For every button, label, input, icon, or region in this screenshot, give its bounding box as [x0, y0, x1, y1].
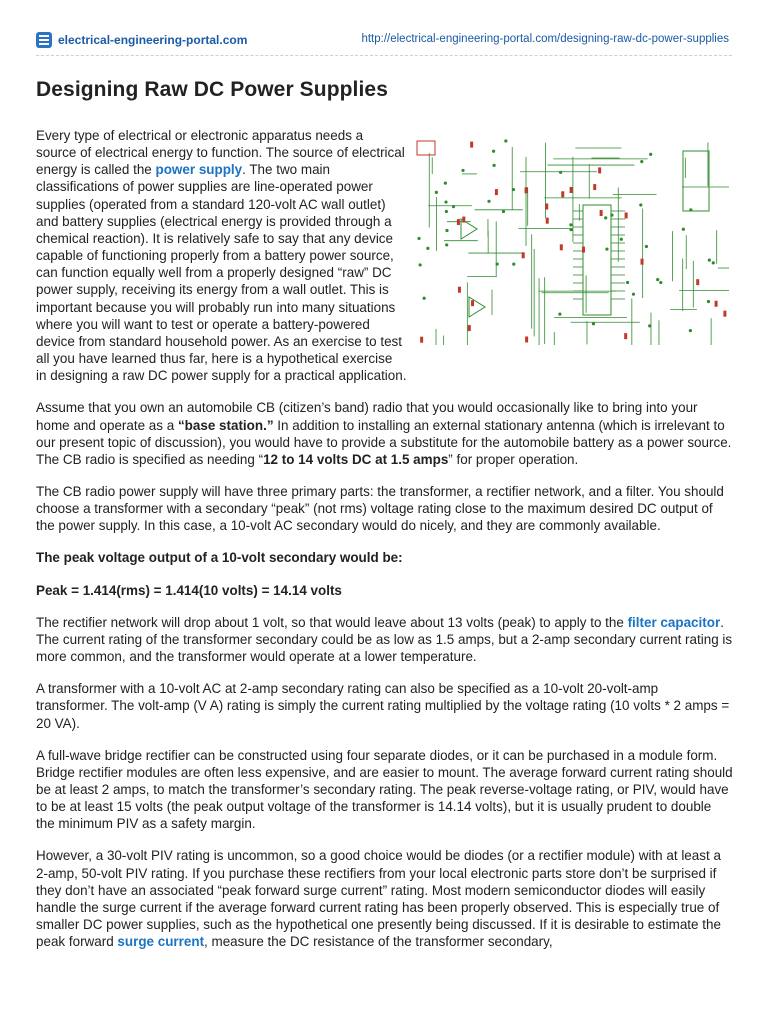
peak-heading: The peak voltage output of a 10-volt secondary would be: [36, 550, 403, 566]
header-divider [36, 55, 732, 56]
schematic-image [413, 135, 733, 349]
page-title: Designing Raw DC Power Supplies [36, 78, 388, 101]
paragraph-cb-radio: Assume that you own an automobile CB (citizen’s band) radio that you would occasionally like to bring into your home and operate as a “base station.” In addition to installing an external stationary antenna (which is irrelevant to our present topic of discussion), you would have to provide a substitute for the automobile battery as a power source. The CB radio is specified as needing “12 to 14 volts DC at 1.5 amps” for proper operation. [36, 400, 732, 467]
list-icon [36, 32, 52, 48]
circuit-schematic-icon [413, 135, 733, 349]
link-power-supply[interactable]: power supply [155, 162, 243, 178]
site-brand[interactable] [36, 32, 247, 48]
paragraph-bridge: A full-wave bridge rectifier can be constructed using four separate diodes, or it can be purchased in a module form. Bridge rectifier modules are often less expensive, and are easier to mount. The average forward current rating should be at least 2 amps, to match the transformer’s secondary rating. The peak reverse-voltage rating, or PIV, would have to be at least 15 volts (the peak output voltage of the transformer is 14.14 volts), but it is usually prudent to double the minimum PIV as a safety margin. [36, 747, 733, 832]
paragraph-piv: However, a 30-volt PIV rating is uncommon, so a good choice would be diodes (or a rectifier module) with at least a 2-amp, 50-volt PIV rating. If you purchase these rectifiers from your local electronic parts store don’t be surprised if they don’t have an associated “peak forward surge current” rating. Most modern semiconductor diodes will easily handle the surge current if the average forward current rating has been properly observed. This is especially true of smaller DC power supplies, such as the hypothetical one presently being discussed. If it is desirable to estimate the peak forward surge current, measure the DC resistance of the transformer secondary, [36, 848, 721, 950]
paragraph-intro: Every type of electrical or electronic apparatus needs a source of electrical energy to function. The source of electrical energy is called the power supply. The two main classifications of power supplies are line-operated power supplies (operated from a standard 120-volt AC wall outlet) and battery supplies (electrical energy is provided through a chemical reaction). It is relatively safe to say that any device capable of functioning properly from a battery power source, can function equally well from a properly designed “raw” DC power supply, receiving its energy from a wall outlet. This is important because you will probably run into many situations where you will want to test or operate a battery-powered device from standard household power. As an exercise to test all you have learned thus far, here is a hypothetical exercise in designing a raw DC power supply for a practical application. [36, 128, 407, 384]
link-filter-capacitor[interactable]: filter capacitor [627, 614, 721, 630]
paragraph-parts: The CB radio power supply will have three primary parts: the transformer, a rectifier network, and a filter. You should choose a transformer with a secondary “peak” (not rms) voltage rating close to the maximum desired DC output of the power supply. In this case, a 10-volt AC secondary would do nicely, and they are commonly available. [36, 483, 724, 534]
peak-formula: Peak = 1.414(rms) = 1.414(10 volts) = 14.14 volts [36, 582, 342, 598]
link-surge-current[interactable]: surge current [117, 934, 205, 950]
paragraph-volt-amp: A transformer with a 10-volt AC at 2-amp secondary rating can also be specified as a 10-volt 20-volt-amp transformer. The volt-amp (V A) rating is simply the current rating multiplied by the voltage rating (10 volts * 2 amps = 20 VA). [36, 681, 730, 731]
paragraph-rectifier-drop: The rectifier network will drop about 1 volt, so that would leave about 13 volts (peak) to apply to the filter capacitor. The current rating of the transformer secondary could be as low as 1.5 amps, but a 2-amp secondary current rating is more common, and the transformer would operate at a lower temperature. [36, 614, 733, 665]
page-url[interactable]: http://electrical-engineering-portal.com/designing-raw-dc-power-supplies [361, 33, 729, 45]
article-body [36, 127, 733, 965]
site-name[interactable]: electrical-engineering-portal.com [58, 33, 248, 47]
site-header [36, 32, 732, 52]
